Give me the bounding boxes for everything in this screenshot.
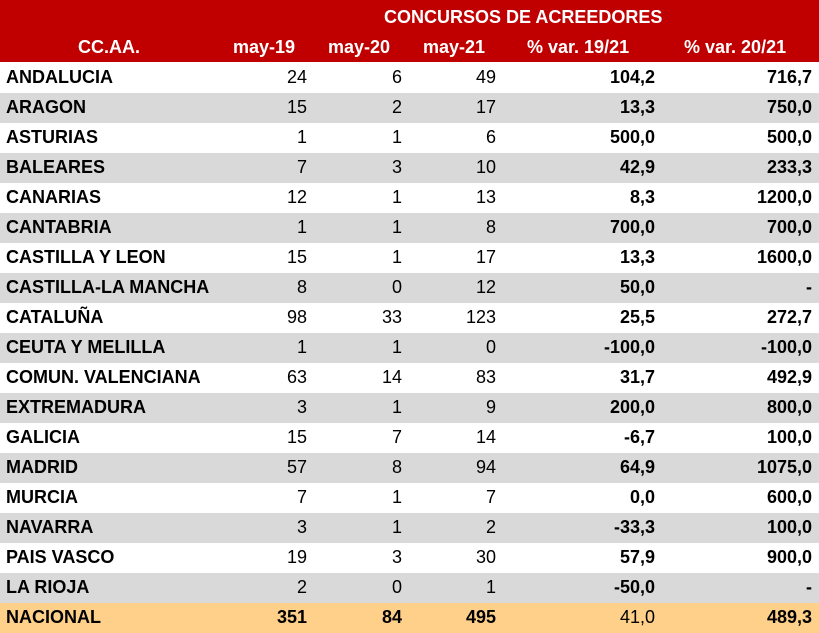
may21-value: 14 <box>475 427 496 447</box>
var2021-value: 700,0 <box>766 217 812 237</box>
region-name: NAVARRA <box>6 517 94 537</box>
table-row <box>0 183 819 213</box>
may19-value: 15 <box>286 427 307 447</box>
region-name: CANARIAS <box>6 187 102 207</box>
region-name: CEUTA Y MELILLA <box>6 337 166 357</box>
var1921-value: 31,7 <box>619 367 655 387</box>
may19-value: 1 <box>296 337 307 357</box>
may19-value: 3 <box>296 397 307 417</box>
var1921-value: 25,5 <box>619 307 655 327</box>
region-name: CASTILLA-LA MANCHA <box>6 277 210 297</box>
var2021-value: 492,9 <box>766 367 812 387</box>
var1921-value: 8,3 <box>629 187 655 207</box>
region-name: CASTILLA Y LEON <box>6 247 166 267</box>
var2021-value: -100,0 <box>760 337 812 357</box>
var1921-value: 50,0 <box>619 277 655 297</box>
col-header-ccaa: CC.AA. <box>78 37 140 57</box>
var2021-value: - <box>806 277 812 297</box>
may20-value: 3 <box>391 157 402 177</box>
total-var2021: 489,3 <box>766 607 812 627</box>
var2021-value: 900,0 <box>766 547 812 567</box>
var2021-value: 233,3 <box>766 157 812 177</box>
var1921-value: -33,3 <box>613 517 655 537</box>
may20-value: 6 <box>391 67 402 87</box>
may20-value: 1 <box>391 127 402 147</box>
region-name: LA RIOJA <box>6 577 90 597</box>
var2021-value: 1200,0 <box>756 187 812 207</box>
column-header-row <box>0 32 819 63</box>
may19-value: 15 <box>286 247 307 267</box>
total-may21: 495 <box>465 607 496 627</box>
total-row <box>0 603 819 633</box>
var2021-value: 716,7 <box>766 67 812 87</box>
var1921-value: 500,0 <box>609 127 655 147</box>
may20-value: 2 <box>391 97 402 117</box>
total-may19: 351 <box>276 607 307 627</box>
table-row <box>0 123 819 153</box>
var1921-value: 57,9 <box>619 547 655 567</box>
var1921-value: 104,2 <box>609 67 655 87</box>
may20-value: 1 <box>391 187 402 207</box>
region-name: MURCIA <box>6 487 78 507</box>
may20-value: 0 <box>391 277 402 297</box>
may20-value: 14 <box>381 367 402 387</box>
may20-value: 7 <box>391 427 402 447</box>
may19-value: 1 <box>296 217 307 237</box>
may20-value: 0 <box>391 577 402 597</box>
table-row <box>0 423 819 453</box>
region-name: PAIS VASCO <box>6 547 115 567</box>
may20-value: 1 <box>391 247 402 267</box>
var2021-value: 1600,0 <box>756 247 812 267</box>
table-row <box>0 453 819 483</box>
may19-value: 3 <box>296 517 307 537</box>
table-row <box>0 213 819 243</box>
may19-value: 2 <box>296 577 307 597</box>
var1921-value: 42,9 <box>619 157 655 177</box>
region-name: MADRID <box>6 457 78 477</box>
may20-value: 33 <box>381 307 402 327</box>
var2021-value: 272,7 <box>766 307 812 327</box>
may21-value: 83 <box>475 367 496 387</box>
may19-value: 63 <box>286 367 307 387</box>
may20-value: 1 <box>391 337 402 357</box>
var2021-value: 100,0 <box>766 427 812 447</box>
region-name: EXTREMADURA <box>6 397 147 417</box>
may19-value: 98 <box>286 307 307 327</box>
table-row <box>0 513 819 543</box>
may19-value: 24 <box>286 67 307 87</box>
var2021-value: 600,0 <box>766 487 812 507</box>
table-row <box>0 303 819 333</box>
region-name: CANTABRIA <box>6 217 112 237</box>
may20-value: 8 <box>391 457 402 477</box>
col-header-may19: may-19 <box>233 37 296 57</box>
may21-value: 6 <box>485 127 496 147</box>
table-row <box>0 153 819 183</box>
var1921-value: 700,0 <box>609 217 655 237</box>
may19-value: 7 <box>296 487 307 507</box>
may19-value: 57 <box>286 457 307 477</box>
var1921-value: 13,3 <box>619 97 655 117</box>
var2021-value: 1075,0 <box>756 457 812 477</box>
total-may20: 84 <box>381 607 402 627</box>
var1921-value: 13,3 <box>619 247 655 267</box>
may21-value: 94 <box>475 457 496 477</box>
may19-value: 19 <box>286 547 307 567</box>
may21-value: 123 <box>465 307 496 327</box>
table-row <box>0 243 819 273</box>
table-row <box>0 573 819 603</box>
table-row <box>0 63 819 93</box>
region-name: ARAGON <box>6 97 86 117</box>
may21-value: 9 <box>485 397 496 417</box>
may21-value: 12 <box>475 277 496 297</box>
table-row <box>0 543 819 573</box>
table-row <box>0 333 819 363</box>
table-row <box>0 93 819 123</box>
var1921-value: -6,7 <box>623 427 655 447</box>
table-row <box>0 483 819 513</box>
var2021-value: 800,0 <box>766 397 812 417</box>
may21-value: 49 <box>475 67 496 87</box>
may21-value: 17 <box>475 97 496 117</box>
table-row <box>0 393 819 423</box>
may20-value: 3 <box>391 547 402 567</box>
var2021-value: - <box>806 577 812 597</box>
col-header-var2021: % var. 20/21 <box>684 37 787 57</box>
var1921-value: 200,0 <box>609 397 655 417</box>
region-name: ASTURIAS <box>6 127 99 147</box>
may19-value: 12 <box>286 187 307 207</box>
may19-value: 1 <box>296 127 307 147</box>
region-name: COMUN. VALENCIANA <box>6 367 201 387</box>
region-name: CATALUÑA <box>6 307 104 327</box>
may21-value: 17 <box>475 247 496 267</box>
may20-value: 1 <box>391 217 402 237</box>
total-var1921: 41,0 <box>619 607 655 627</box>
region-name: GALICIA <box>6 427 80 447</box>
may21-value: 2 <box>485 517 496 537</box>
var1921-value: -50,0 <box>613 577 655 597</box>
col-header-may20: may-20 <box>328 37 391 57</box>
may21-value: 30 <box>475 547 496 567</box>
var1921-value: 64,9 <box>619 457 655 477</box>
table-row <box>0 363 819 393</box>
table-body <box>0 63 819 603</box>
var1921-value: 0,0 <box>629 487 655 507</box>
may19-value: 15 <box>286 97 307 117</box>
may21-value: 8 <box>485 217 496 237</box>
may21-value: 0 <box>485 337 496 357</box>
table-title-row <box>0 0 819 32</box>
var2021-value: 750,0 <box>766 97 812 117</box>
var2021-value: 100,0 <box>766 517 812 537</box>
table-title: CONCURSOS DE ACREEDORES <box>384 7 663 27</box>
may20-value: 1 <box>391 487 402 507</box>
may20-value: 1 <box>391 397 402 417</box>
may19-value: 7 <box>296 157 307 177</box>
may21-value: 13 <box>475 187 496 207</box>
table-row <box>0 273 819 303</box>
may20-value: 1 <box>391 517 402 537</box>
may21-value: 1 <box>485 577 496 597</box>
total-region: NACIONAL <box>6 607 101 627</box>
may21-value: 10 <box>475 157 496 177</box>
col-header-var1921: % var. 19/21 <box>527 37 630 57</box>
var1921-value: -100,0 <box>603 337 655 357</box>
var2021-value: 500,0 <box>766 127 812 147</box>
may19-value: 8 <box>296 277 307 297</box>
may21-value: 7 <box>485 487 496 507</box>
col-header-may21: may-21 <box>423 37 486 57</box>
region-name: BALEARES <box>6 157 106 177</box>
region-name: ANDALUCIA <box>6 67 113 87</box>
